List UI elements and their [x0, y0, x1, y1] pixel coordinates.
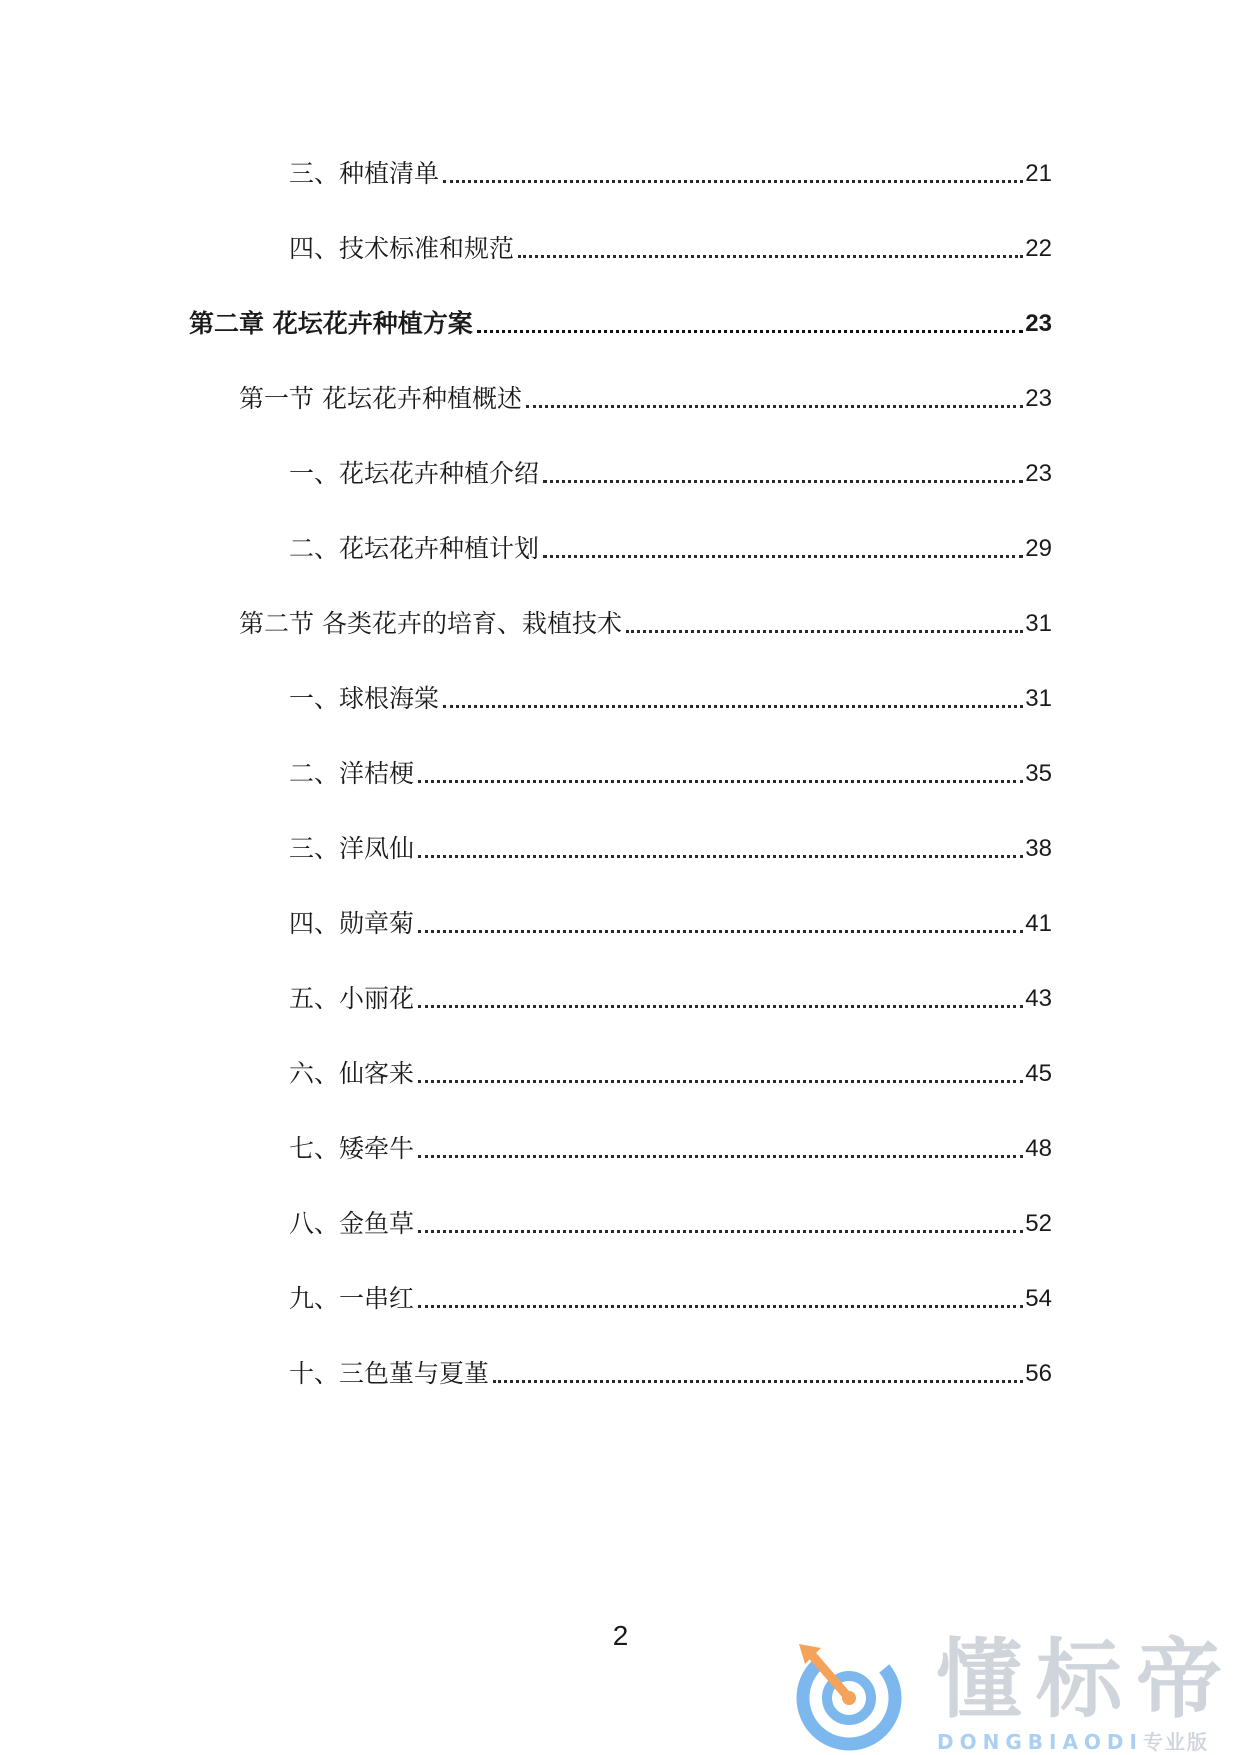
toc-entry-page: 22: [1025, 235, 1052, 262]
toc-leader-dots: [477, 298, 1024, 333]
watermark-sub-latin: DONGBIAODI: [937, 1730, 1143, 1754]
toc-entry-label: 五、小丽花: [289, 984, 415, 1013]
target-arrow-logo-icon: [791, 1634, 911, 1754]
toc-entry-page: 23: [1025, 385, 1052, 412]
toc-entry-label: 第二节 各类花卉的培育、栽植技术: [239, 609, 622, 638]
watermark-subtitle: [937, 1726, 1209, 1755]
toc-entry-page: 23: [1025, 460, 1052, 487]
watermark-sub-cn: 专业版: [1142, 1730, 1209, 1754]
toc-entry-label: 二、花坛花卉种植计划: [289, 534, 540, 563]
toc-entry-label: 一、花坛花卉种植介绍: [289, 459, 540, 488]
toc-leader-dots: [418, 1198, 1023, 1233]
toc-entry-label: 三、种植清单: [289, 159, 440, 188]
toc-entry-page: 45: [1025, 1060, 1052, 1087]
toc-entry-page: 35: [1025, 760, 1052, 787]
toc-entry-label: 一、球根海棠: [289, 684, 440, 713]
page-number: 2: [612, 1620, 629, 1651]
toc-entry[interactable]: [289, 225, 1052, 265]
toc-leader-dots: [443, 148, 1023, 183]
toc-leader-dots: [518, 223, 1023, 258]
toc-entry-label: 十、三色堇与夏堇: [289, 1359, 490, 1388]
toc-leader-dots: [418, 898, 1023, 933]
toc-entry[interactable]: [289, 450, 1052, 490]
toc-entry-label: 二、洋桔梗: [289, 759, 415, 788]
toc-entry-label: 第二章 花坛花卉种植方案: [189, 309, 473, 338]
toc-entry-page: 31: [1025, 685, 1052, 712]
toc-entry-label: 四、勋章菊: [289, 909, 415, 938]
toc-leader-dots: [418, 1048, 1023, 1083]
toc-entry[interactable]: [289, 1125, 1052, 1165]
toc-leader-dots: [418, 1123, 1023, 1158]
toc-entry-page: 41: [1025, 910, 1052, 937]
watermark-brand: 懂标帝: [936, 1630, 1236, 1730]
toc-entry[interactable]: [289, 1275, 1052, 1315]
toc-entry-label: 七、矮牵牛: [289, 1134, 415, 1163]
toc-entry[interactable]: [289, 1350, 1052, 1390]
toc-entry[interactable]: [289, 1200, 1052, 1240]
toc-leader-dots: [418, 1273, 1023, 1308]
toc-entry[interactable]: [289, 825, 1052, 865]
toc-entry-page: 43: [1025, 985, 1052, 1012]
toc-entry-page: 21: [1025, 160, 1052, 187]
toc-entry-page: 38: [1025, 835, 1052, 862]
toc-leader-dots: [443, 673, 1023, 708]
toc-entry-page: 29: [1025, 535, 1052, 562]
toc-leader-dots: [418, 748, 1023, 783]
toc-entry-page: 31: [1025, 610, 1052, 637]
toc-entry-page: 54: [1025, 1285, 1052, 1312]
toc-entry[interactable]: [289, 750, 1052, 790]
toc-entry-page: 56: [1025, 1360, 1052, 1387]
toc-entry-label: 九、一串红: [289, 1284, 415, 1313]
toc-leader-dots: [418, 973, 1023, 1008]
watermark: [741, 1624, 1241, 1754]
toc-entry[interactable]: [289, 1050, 1052, 1090]
toc-entry[interactable]: [289, 150, 1052, 190]
toc-entry[interactable]: [289, 975, 1052, 1015]
toc-leader-dots: [626, 598, 1023, 633]
toc-section-entry[interactable]: [239, 375, 1052, 415]
toc-leader-dots: [418, 823, 1023, 858]
toc-entry-page: 52: [1025, 1210, 1052, 1237]
toc-entry[interactable]: [289, 525, 1052, 565]
toc-leader-dots: [543, 523, 1023, 558]
toc-entry[interactable]: [289, 675, 1052, 715]
toc-entry-page: 23: [1025, 310, 1052, 337]
toc-leader-dots: [543, 448, 1023, 483]
toc-chapter-entry[interactable]: [189, 300, 1052, 340]
toc-entry-label: 八、金鱼草: [289, 1209, 415, 1238]
toc-entry-label: 四、技术标准和规范: [289, 234, 515, 263]
toc-entry-label: 三、洋凤仙: [289, 834, 415, 863]
toc-leader-dots: [493, 1348, 1023, 1383]
toc-section-entry[interactable]: [239, 600, 1052, 640]
toc-entry-label: 六、仙客来: [289, 1059, 415, 1088]
toc-entry-label: 第一节 花坛花卉种植概述: [239, 384, 522, 413]
toc-entry-page: 48: [1025, 1135, 1052, 1162]
toc-leader-dots: [526, 373, 1023, 408]
toc-entry[interactable]: [289, 900, 1052, 940]
